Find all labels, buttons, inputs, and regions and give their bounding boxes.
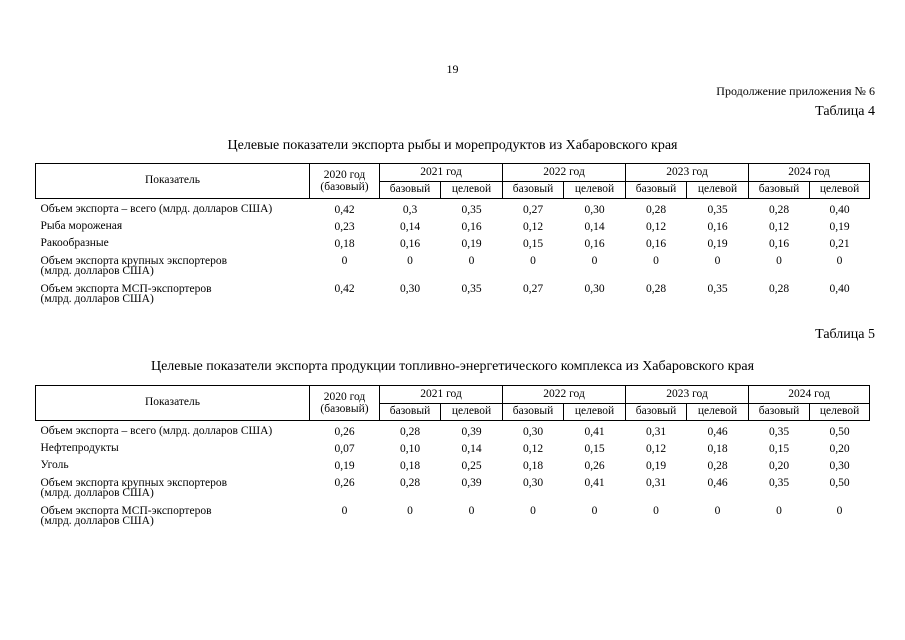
value-cell: 0,30	[522, 426, 544, 438]
value-cell: 0,40	[829, 283, 850, 295]
indicator-name-line: (млрд. долларов США)	[40, 486, 154, 499]
value-cell: 0,19	[707, 238, 728, 250]
indicator-name-line: Объем экспорта – всего (млрд. долларов США)	[40, 203, 273, 215]
subheader-base: базовый	[380, 181, 441, 199]
indicator-name-cell	[36, 478, 310, 506]
value-cell: 0,50	[829, 426, 850, 438]
year-header-2023: 2023 год	[626, 386, 749, 404]
table-5-label: Таблица 5	[815, 327, 875, 342]
value-cell: 0,19	[334, 460, 355, 472]
value-cell: 0,12	[768, 221, 790, 233]
indicator-name-line: Объем экспорта крупных экспортеров	[40, 477, 228, 489]
indicator-name-line: (млрд. долларов США)	[40, 292, 154, 305]
value-cell: 0,18	[399, 460, 421, 472]
value-cell: 0	[407, 505, 413, 517]
year-header-2021: 2021 год	[380, 386, 503, 404]
subheader-target: целевой	[687, 403, 749, 421]
indicator-name-line: (млрд. долларов США)	[40, 514, 154, 527]
indicator-name-cell	[36, 461, 310, 478]
value-cell: 0,10	[399, 443, 421, 455]
value-cell: 0,39	[461, 426, 482, 438]
subheader-target: целевой	[441, 181, 503, 199]
value-cell: 0	[530, 505, 536, 517]
value-cell: 0,12	[522, 443, 544, 455]
value-cell: 0,46	[707, 477, 728, 489]
value-cell: 0	[714, 255, 721, 267]
value-cell: 0,35	[707, 283, 728, 295]
value-cell: 0,30	[522, 477, 544, 489]
table-row	[36, 222, 870, 239]
value-cell: 0,35	[768, 477, 790, 489]
value-cell: 0,3	[402, 204, 418, 216]
table-4-title: Целевые показатели экспорта рыбы и морепродуктов из Хабаровского края	[227, 138, 678, 153]
subheader-base: базовый	[503, 181, 564, 199]
value-cell: 0	[407, 255, 413, 267]
value-cell: 0	[530, 255, 536, 267]
year-header-2021: 2021 год	[380, 164, 503, 182]
base-year-note: (базовый)	[320, 181, 369, 193]
value-cell: 0,19	[461, 238, 482, 250]
value-cell: 0,30	[399, 283, 421, 295]
fish-seafood-export-table	[35, 163, 870, 312]
table-body	[36, 199, 870, 313]
value-cell: 0,28	[645, 283, 667, 295]
value-cell: 0,41	[584, 477, 605, 489]
indicator-name-line: Объем экспорта МСП-экспортеров	[40, 505, 212, 517]
subheader-target: целевой	[441, 403, 503, 421]
indicator-name-cell	[36, 199, 310, 223]
value-cell: 0,19	[829, 221, 850, 233]
indicator-name-cell	[36, 421, 310, 445]
value-cell: 0,39	[461, 477, 482, 489]
value-cell: 0	[836, 505, 843, 517]
value-cell: 0,41	[584, 426, 605, 438]
value-cell: 0	[836, 255, 843, 267]
indicator-name-line: Объем экспорта МСП-экспортеров	[40, 283, 212, 295]
table-row	[36, 239, 870, 256]
value-cell: 0,26	[334, 426, 355, 438]
value-cell: 0,28	[399, 477, 421, 489]
value-cell: 0	[468, 255, 475, 267]
value-cell: 0,30	[584, 204, 605, 216]
subheader-target: целевой	[810, 181, 870, 199]
table-row	[36, 256, 870, 284]
fuel-energy-export-table	[35, 385, 870, 534]
value-cell: 0,12	[522, 221, 544, 233]
value-cell: 0,15	[584, 443, 605, 455]
value-cell: 0,16	[768, 238, 790, 250]
value-cell: 0,28	[645, 204, 667, 216]
value-cell: 0	[341, 505, 348, 517]
indicator-name-line: Объем экспорта – всего (млрд. долларов США)	[40, 425, 273, 437]
value-cell: 0	[341, 255, 348, 267]
indicator-name-cell	[36, 239, 310, 256]
value-cell: 0	[653, 255, 659, 267]
indicator-name-line: (млрд. долларов США)	[40, 264, 154, 277]
value-cell: 0,27	[522, 204, 544, 216]
value-cell: 0	[468, 505, 475, 517]
value-cell: 0,20	[768, 460, 790, 472]
subheader-base: базовый	[380, 403, 441, 421]
indicator-name-line: Уголь	[40, 459, 69, 471]
value-cell: 0,15	[768, 443, 790, 455]
indicator-name-line: Ракообразные	[40, 237, 109, 249]
base-year-column-header	[310, 386, 380, 421]
value-cell: 0,46	[707, 426, 728, 438]
year-header-2024: 2024 год	[749, 386, 870, 404]
value-cell: 0,26	[334, 477, 355, 489]
value-cell: 0,14	[584, 221, 605, 233]
value-cell: 0,40	[829, 204, 850, 216]
indicator-name-cell	[36, 256, 310, 284]
value-cell: 0,07	[334, 443, 355, 455]
year-header-2023: 2023 год	[626, 164, 749, 182]
value-cell: 0,35	[707, 204, 728, 216]
table-body	[36, 421, 870, 535]
value-cell: 0,35	[461, 283, 482, 295]
value-cell: 0	[591, 255, 598, 267]
value-cell: 0,12	[645, 443, 667, 455]
value-cell: 0,23	[334, 221, 355, 233]
table-row	[36, 506, 870, 534]
subheader-base: базовый	[749, 181, 810, 199]
value-cell: 0,19	[645, 460, 667, 472]
value-cell: 0,16	[461, 221, 482, 233]
table-5-title: Целевые показатели экспорта продукции топливно-энергетического комплекса из Хабаровского края	[150, 359, 755, 374]
base-year-note: (базовый)	[320, 403, 369, 415]
indicator-name-cell	[36, 444, 310, 461]
indicator-column-header: Показатель	[36, 164, 310, 199]
value-cell: 0,12	[645, 221, 667, 233]
base-year-label: 2020 год	[323, 390, 366, 403]
value-cell: 0,18	[522, 460, 544, 472]
year-header-2024: 2024 год	[749, 164, 870, 182]
value-cell: 0,28	[707, 460, 728, 472]
value-cell: 0,20	[829, 443, 850, 455]
table-row	[36, 421, 870, 445]
subheader-base: базовый	[749, 403, 810, 421]
value-cell: 0,27	[522, 283, 544, 295]
value-cell: 0,30	[584, 283, 605, 295]
value-cell: 0,25	[461, 460, 482, 472]
value-cell: 0,35	[461, 204, 482, 216]
subheader-base: базовый	[626, 181, 687, 199]
table-row	[36, 199, 870, 223]
year-header-2022: 2022 год	[503, 164, 626, 182]
subheader-target: целевой	[564, 181, 626, 199]
value-cell: 0	[776, 505, 782, 517]
subheader-base: базовый	[503, 403, 564, 421]
subheader-target: целевой	[810, 403, 870, 421]
value-cell: 0,18	[334, 238, 355, 250]
indicator-name-cell	[36, 284, 310, 312]
value-cell: 0,14	[461, 443, 482, 455]
value-cell: 0,42	[334, 283, 355, 295]
value-cell: 0,18	[707, 443, 728, 455]
value-cell: 0,30	[829, 460, 850, 472]
value-cell: 0,28	[768, 204, 790, 216]
value-cell: 0,28	[768, 283, 790, 295]
indicator-column-header: Показатель	[36, 386, 310, 421]
value-cell: 0,16	[707, 221, 728, 233]
indicator-name-line: Рыба мороженая	[40, 220, 123, 232]
appendix-continuation-note: Продолжение приложения № 6	[716, 84, 875, 98]
value-cell: 0,14	[399, 221, 421, 233]
value-cell: 0	[653, 505, 659, 517]
value-cell: 0,42	[334, 204, 355, 216]
table-row	[36, 478, 870, 506]
indicator-name-line: Объем экспорта крупных экспортеров	[40, 255, 228, 267]
subheader-target: целевой	[687, 181, 749, 199]
page-number: 19	[446, 62, 459, 76]
value-cell: 0,15	[522, 238, 544, 250]
value-cell: 0	[714, 505, 721, 517]
indicator-name-cell	[36, 506, 310, 534]
table-4-label: Таблица 4	[815, 104, 875, 119]
table-row	[36, 461, 870, 478]
value-cell: 0,26	[584, 460, 605, 472]
value-cell: 0,31	[645, 426, 667, 438]
value-cell: 0,21	[829, 238, 850, 250]
value-cell: 0,16	[584, 238, 605, 250]
value-cell: 0	[776, 255, 782, 267]
subheader-target: целевой	[564, 403, 626, 421]
value-cell: 0,16	[645, 238, 667, 250]
value-cell: 0	[591, 505, 598, 517]
base-year-column-header	[310, 164, 380, 199]
value-cell: 0,50	[829, 477, 850, 489]
base-year-label: 2020 год	[323, 168, 366, 181]
indicator-name-line: Нефтепродукты	[40, 442, 119, 454]
table-row	[36, 284, 870, 312]
value-cell: 0,35	[768, 426, 790, 438]
year-header-2022: 2022 год	[503, 386, 626, 404]
value-cell: 0,28	[399, 426, 421, 438]
table-row	[36, 444, 870, 461]
value-cell: 0,16	[399, 238, 421, 250]
value-cell: 0,31	[645, 477, 667, 489]
subheader-base: базовый	[626, 403, 687, 421]
